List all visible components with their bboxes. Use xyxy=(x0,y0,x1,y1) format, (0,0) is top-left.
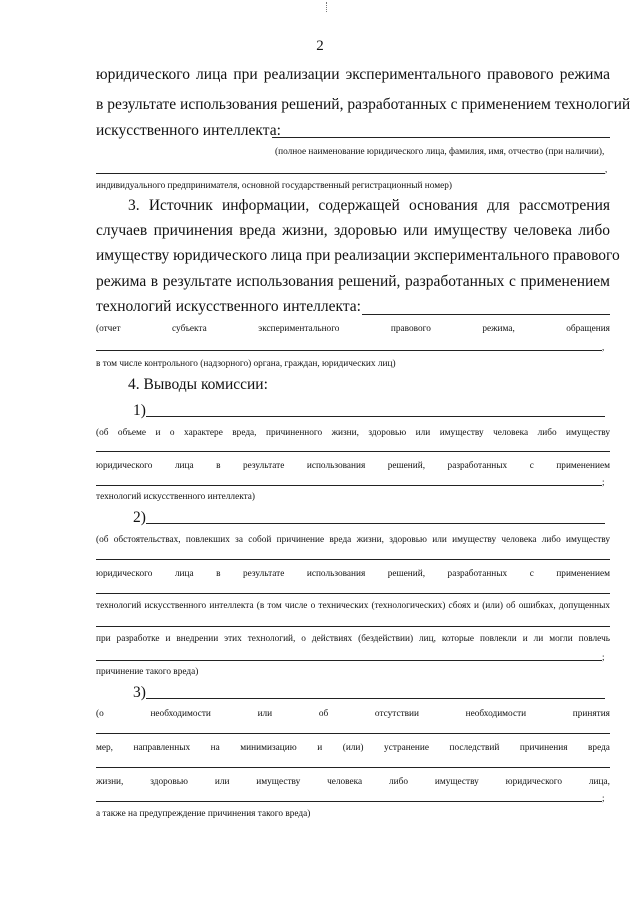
hint-org-registration: индивидуального предпринимателя, основной государственный регистрационный номер) xyxy=(96,181,452,191)
hint-item2-row-5: причинение такого вреда) xyxy=(96,667,199,677)
hint-item1-word: результате xyxy=(242,461,285,471)
hint-item3-a-word: необходимости xyxy=(465,709,527,719)
hint-item3-a-word: отсутствии xyxy=(374,709,419,719)
hint-item3-c-word: здоровью xyxy=(150,777,188,787)
hint-item1-row-2 xyxy=(96,461,610,472)
page-number: 2 xyxy=(316,38,324,54)
comma-mark: , xyxy=(605,164,608,174)
hint-item3-row-1 xyxy=(96,709,610,720)
hint-item3-row-3 xyxy=(96,777,610,788)
hint-source-word: правового xyxy=(390,324,431,334)
hint-item3-c-word: имуществу xyxy=(256,777,301,787)
hint-item1-row-1: (об объеме и о характере вреда, причиненного жизни, здоровью или имуществу человека либо имуществу xyxy=(96,428,610,438)
hint-item2-word: разработанных xyxy=(447,569,508,579)
hint-item2-word: юридического xyxy=(96,569,153,579)
hint-source-word: субъекта xyxy=(172,324,207,334)
hint-item3-b-word: направленных xyxy=(133,743,191,753)
hint-source-word: режима, xyxy=(482,324,515,334)
hint-item3-row-2 xyxy=(96,743,610,754)
hint-source-row-2: в том числе контрольного (надзорного) органа, граждан, юридических лиц) xyxy=(96,359,396,369)
fill-line-item1 xyxy=(146,416,605,417)
p3-line-1: 3. Источник информации, содержащей основания для рассмотрения xyxy=(128,197,610,214)
hint-item3-c-word: либо xyxy=(389,777,409,787)
hint-item3-c-word: юридического xyxy=(505,777,563,787)
hint-item3-b-word: вреда xyxy=(588,743,610,753)
hint-item1-word: решений, xyxy=(387,461,426,471)
hint-org-name: (полное наименование юридического лица, фамилия, имя, отчество (при наличии), xyxy=(275,147,605,157)
fill-line-org-name-2 xyxy=(96,173,605,174)
hint-item3-c-word: или xyxy=(214,777,230,787)
hint-item2-row-4: при разработке и внедрении этих технологий, о действиях (бездействии) лиц, которые повлекли и ли могли повлечь xyxy=(96,634,610,644)
hint-item3-a-word: об xyxy=(318,709,329,719)
hint-item2-row-1: (об обстоятельствах, повлекших за собой причинение вреда жизни, здоровью или имуществу человека либо имуществу xyxy=(96,535,610,545)
hint-source-word: экспериментального xyxy=(258,324,340,334)
hint-item3-c-word: имуществу xyxy=(434,777,479,787)
hint-item3-a-word: или xyxy=(257,709,273,719)
p3-line-2: случаев причинения вреда жизни, здоровью или имуществу человека либо xyxy=(96,222,610,239)
hint-item2-word: применением xyxy=(556,569,610,579)
fill-line-item3-4 xyxy=(96,801,602,802)
p4-heading: 4. Выводы комиссии: xyxy=(128,376,268,393)
hint-item3-a-word: (о xyxy=(96,709,104,719)
p3-line-3: имуществу юридического лица при реализации экспериментального правового xyxy=(96,247,620,264)
hint-item2-word: с xyxy=(529,569,534,579)
hint-item2-word: использования xyxy=(306,569,366,579)
comma-mark: , xyxy=(602,342,605,352)
hint-item3-c-word: лица, xyxy=(588,777,610,787)
hint-item3-c-word: человека xyxy=(327,777,363,787)
hint-item1-word: применением xyxy=(556,461,610,471)
hint-item2-row-2 xyxy=(96,569,610,580)
hint-item2-row-3: технологий искусственного интеллекта (в том числе о технических (технологических) сбоях и (или) об ошибках, допущенных xyxy=(96,601,610,611)
hint-item1-word: разработанных xyxy=(447,461,508,471)
p1-line-3 xyxy=(96,122,281,140)
fill-line-item1-3 xyxy=(96,485,602,486)
fill-line-source xyxy=(362,314,610,315)
hint-item3-b-word: и xyxy=(317,743,323,753)
hint-item3-b-word: (или) xyxy=(342,743,364,753)
hint-item2-word: в xyxy=(216,569,221,579)
hint-item3-row-4: а также на предупреждение причинения такого вреда) xyxy=(96,809,311,819)
fill-line-item2-5 xyxy=(96,660,602,661)
hint-item1-row-3: технологий искусственного интеллекта) xyxy=(96,492,255,502)
hint-item3-c-word: жизни, xyxy=(96,777,124,787)
fill-line-item3-2 xyxy=(96,733,610,734)
semicolon-mark: ; xyxy=(602,793,605,803)
hint-item3-b-word: мер, xyxy=(96,743,113,753)
p1-line-3-text: искусственного интеллекта: xyxy=(96,122,281,139)
fill-line-org-name xyxy=(272,137,610,138)
hint-item3-b-word: последствий xyxy=(449,743,500,753)
fill-line-source-2 xyxy=(96,350,602,351)
scan-mark xyxy=(326,2,329,12)
fill-line-item2 xyxy=(146,523,605,524)
semicolon-mark: ; xyxy=(602,477,605,487)
hint-item2-word: лица xyxy=(174,569,194,579)
hint-source-word: (отчет xyxy=(96,324,121,334)
hint-item1-word: в xyxy=(216,461,221,471)
hint-item3-b-word: на xyxy=(210,743,220,753)
p1-line-1: юридического лица при реализации экспериментального правового режима xyxy=(96,66,610,83)
hint-item1-word: использования xyxy=(306,461,366,471)
hint-item3-b-word: причинения xyxy=(519,743,568,753)
fill-line-item3 xyxy=(146,698,605,699)
p1-line-2: в результате использования решений, разработанных с применением технологий xyxy=(96,96,631,113)
item2-number: 2) xyxy=(133,509,146,526)
fill-line-item1-2 xyxy=(96,451,610,452)
semicolon-mark: ; xyxy=(602,652,605,662)
hint-item1-word: с xyxy=(529,461,534,471)
fill-line-item3-3 xyxy=(96,767,610,768)
hint-item1-word: лица xyxy=(174,461,194,471)
hint-source-word: обращения xyxy=(566,324,610,334)
hint-item1-word: юридического xyxy=(96,461,153,471)
hint-item2-word: решений, xyxy=(387,569,426,579)
fill-line-item2-3 xyxy=(96,593,610,594)
item3-number: 3) xyxy=(133,684,146,701)
hint-item3-a-word: принятия xyxy=(572,709,610,719)
item1-number: 1) xyxy=(133,402,146,419)
hint-source-row-1 xyxy=(96,324,610,335)
hint-item3-a-word: необходимости xyxy=(150,709,211,719)
p3-line-4: режима в результате использования решений, разработанных с применением xyxy=(96,273,610,290)
fill-line-item2-4 xyxy=(96,626,610,627)
hint-item2-word: результате xyxy=(242,569,285,579)
hint-item3-b-word: устранение xyxy=(384,743,429,753)
hint-item3-b-word: минимизацию xyxy=(240,743,297,753)
p3-line-5: технологий искусственного интеллекта: xyxy=(96,298,361,315)
fill-line-item2-2 xyxy=(96,559,610,560)
